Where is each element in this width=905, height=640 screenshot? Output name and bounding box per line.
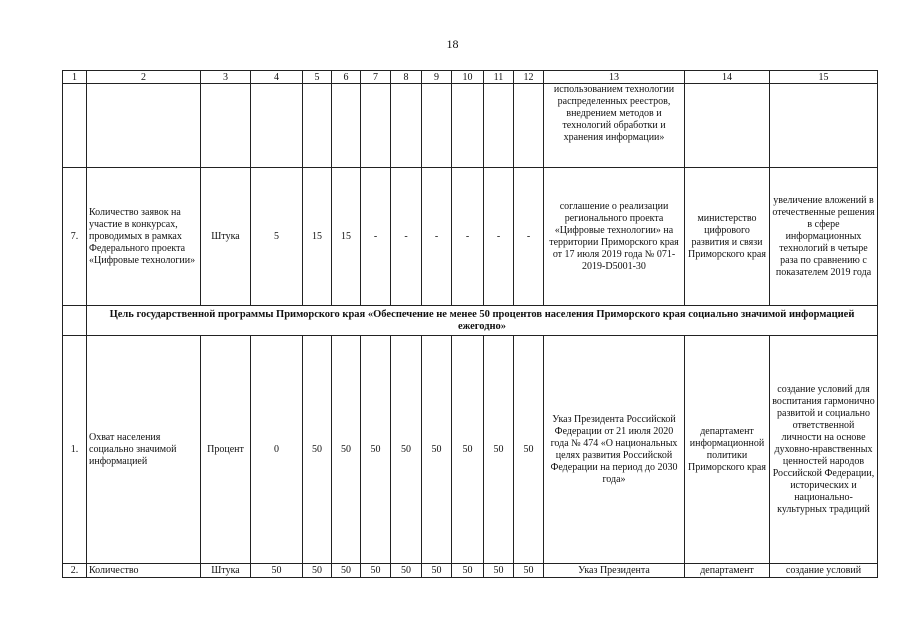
header-cell: 7 bbox=[361, 71, 391, 84]
table-cell bbox=[63, 306, 87, 336]
unit-cell: Процент bbox=[201, 336, 251, 564]
unit-cell: Штука bbox=[201, 564, 251, 578]
value-cell: - bbox=[361, 168, 391, 306]
basis-cell: Указ Президента Российской Федерации от 21 июля 2020 года № 474 «О национальных целях развития Российской Федерации на период до 2030 года» bbox=[544, 336, 685, 564]
continuation-row bbox=[63, 84, 878, 168]
value-cell: 50 bbox=[484, 564, 514, 578]
table-cell bbox=[391, 84, 422, 168]
responsible-cell: департамент bbox=[685, 564, 770, 578]
indicator-name: Количество заявок на участие в конкурсах, проводимых в рамках Федерального проекта «Цифровые технологии» bbox=[87, 168, 201, 306]
value-cell: 50 bbox=[303, 564, 332, 578]
header-cell: 14 bbox=[685, 71, 770, 84]
value-cell: 15 bbox=[332, 168, 361, 306]
row-number: 2. bbox=[63, 564, 87, 578]
value-cell: - bbox=[422, 168, 452, 306]
table-cell bbox=[514, 84, 544, 168]
page-number: 18 bbox=[446, 37, 459, 51]
table-cell bbox=[685, 84, 770, 168]
basis-cell: использованием технологии распределенных реестров, внедрением методов и технологий обработки и хранения информации» bbox=[544, 84, 685, 168]
value-cell: 50 bbox=[303, 336, 332, 564]
table-row bbox=[63, 168, 878, 306]
value-cell: 0 bbox=[251, 336, 303, 564]
program-goal: Цель государственной программы Приморского края «Обеспечение не менее 50 процентов населения Приморского края социально значимой информацией ежегодно» bbox=[87, 306, 878, 336]
header-cell: 13 bbox=[544, 71, 685, 84]
header-cell: 8 bbox=[391, 71, 422, 84]
value-cell: 50 bbox=[452, 336, 484, 564]
effect-cell: создание условий bbox=[770, 564, 878, 578]
value-cell: 15 bbox=[303, 168, 332, 306]
header-cell: 10 bbox=[452, 71, 484, 84]
indicators-table bbox=[62, 70, 878, 578]
indicator-name: Количество bbox=[87, 564, 201, 578]
value-cell: - bbox=[514, 168, 544, 306]
row-number: 7. bbox=[63, 168, 87, 306]
table-cell bbox=[87, 84, 201, 168]
table-row bbox=[63, 564, 878, 578]
header-cell: 11 bbox=[484, 71, 514, 84]
value-cell: 50 bbox=[422, 564, 452, 578]
header-cell: 6 bbox=[332, 71, 361, 84]
table-cell bbox=[422, 84, 452, 168]
basis-cell: Указ Президента bbox=[544, 564, 685, 578]
value-cell: 5 bbox=[251, 168, 303, 306]
table-cell bbox=[770, 84, 878, 168]
value-cell: 50 bbox=[391, 336, 422, 564]
header-cell: 15 bbox=[770, 71, 878, 84]
value-cell: 50 bbox=[452, 564, 484, 578]
value-cell: 50 bbox=[484, 336, 514, 564]
value-cell: 50 bbox=[391, 564, 422, 578]
value-cell: 50 bbox=[514, 336, 544, 564]
value-cell: - bbox=[484, 168, 514, 306]
unit-cell: Штука bbox=[201, 168, 251, 306]
basis-cell: соглашение о реализации регионального проекта «Цифровые технологии» на территории Приморского края от 17 июля 2019 года № 071-2019-D5001-30 bbox=[544, 168, 685, 306]
table-cell bbox=[452, 84, 484, 168]
value-cell: 50 bbox=[251, 564, 303, 578]
header-row bbox=[63, 71, 878, 84]
value-cell: - bbox=[391, 168, 422, 306]
value-cell: 50 bbox=[332, 564, 361, 578]
table-cell bbox=[361, 84, 391, 168]
effect-cell: создание условий для воспитания гармонично развитой и социально ответственной личности на основе духовно-нравственных ценностей народов Российской Федерации, исторических и национально-культурных традиций bbox=[770, 336, 878, 564]
header-cell: 9 bbox=[422, 71, 452, 84]
table-cell bbox=[332, 84, 361, 168]
header-cell: 1 bbox=[63, 71, 87, 84]
table-cell bbox=[303, 84, 332, 168]
value-cell: 50 bbox=[514, 564, 544, 578]
header-cell: 12 bbox=[514, 71, 544, 84]
header-cell: 2 bbox=[87, 71, 201, 84]
indicator-name: Охват населения социально значимой информацией bbox=[87, 336, 201, 564]
row-number: 1. bbox=[63, 336, 87, 564]
table-cell bbox=[63, 84, 87, 168]
table-cell bbox=[201, 84, 251, 168]
value-cell: - bbox=[452, 168, 484, 306]
effect-cell: увеличение вложений в отечественные решения в сфере информационных технологий в четыре раза по сравнению с показателем 2019 года bbox=[770, 168, 878, 306]
responsible-cell: департамент информационной политики Приморского края bbox=[685, 336, 770, 564]
value-cell: 50 bbox=[422, 336, 452, 564]
value-cell: 50 bbox=[361, 336, 391, 564]
table-row bbox=[63, 336, 878, 564]
header-cell: 4 bbox=[251, 71, 303, 84]
value-cell: 50 bbox=[332, 336, 361, 564]
goal-row bbox=[63, 306, 878, 336]
table-cell bbox=[484, 84, 514, 168]
table-cell bbox=[251, 84, 303, 168]
value-cell: 50 bbox=[361, 564, 391, 578]
header-cell: 3 bbox=[201, 71, 251, 84]
header-cell: 5 bbox=[303, 71, 332, 84]
responsible-cell: министерство цифрового развития и связи Приморского края bbox=[685, 168, 770, 306]
